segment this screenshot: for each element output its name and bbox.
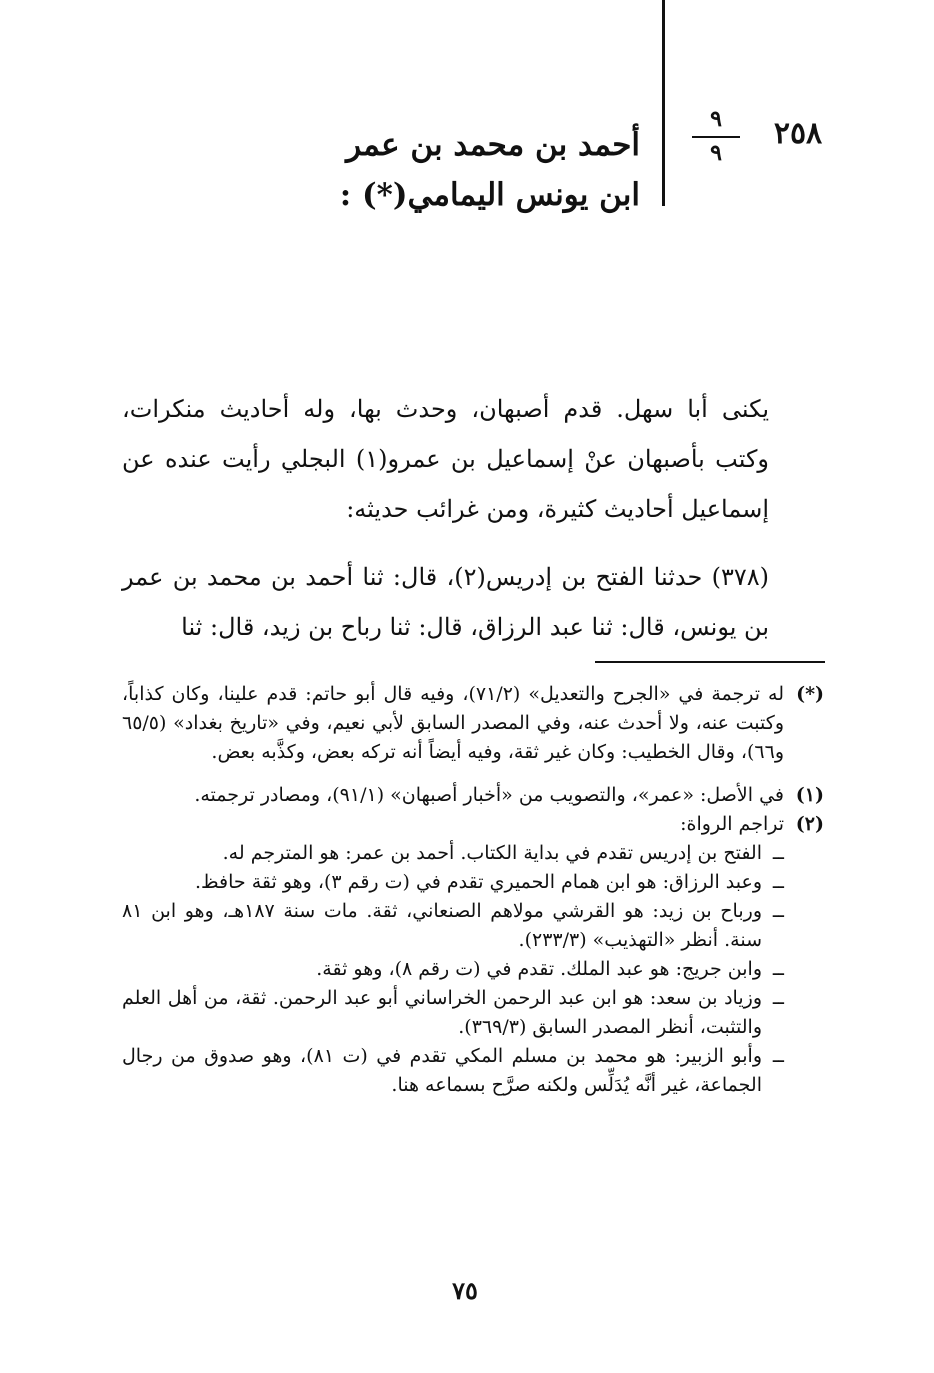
narrator-list <box>122 839 784 1100</box>
dash-marker: ــ <box>772 987 784 1009</box>
footnote-text: تراجم الرواة: <box>680 813 784 835</box>
entry-title <box>300 120 640 220</box>
fraction-top: ٩ <box>710 106 722 132</box>
footnote-mark: (١) <box>795 784 824 806</box>
entry-number: ٢٥٨ <box>773 116 823 151</box>
paragraph-biography: يكنى أبا سهل. قدم أصبهان، وحدث بها، وله أحاديث منكرات، وكتب بأصبهان عنْ إسماعيل بن عمرو(١) البجلي رأيت عنده عن إسماعيل أحاديث كثيرة، ومن غرائب حديثه: <box>122 395 770 523</box>
volume-fraction <box>692 108 740 164</box>
list-item <box>122 955 784 984</box>
narrator-text: وزياد بن سعد: هو ابن عبد الرحمن الخراساني أبو عبد الرحمن. ثقة، من أهل العلم والتثبت، أنظر المصدر السابق (٣٦٩/٣). <box>122 987 762 1038</box>
title-line-1: أحمد بن محمد بن عمر <box>346 127 640 163</box>
narrator-text: وعبد الرزاق: هو ابن همام الحميري تقدم في (ت رقم ٣)، وهو ثقة حافظ. <box>194 871 762 893</box>
list-item <box>122 897 784 955</box>
fraction-bottom: ٩ <box>710 140 722 166</box>
list-item <box>122 1042 784 1100</box>
fraction-bar <box>692 136 740 138</box>
dash-marker: ــ <box>772 871 784 893</box>
list-item <box>122 984 784 1042</box>
dash-marker: ــ <box>772 842 784 864</box>
footnote-1 <box>122 781 824 810</box>
footnote-mark: (٢) <box>795 813 824 835</box>
title-line-2: ابن يونس اليمامي(*) : <box>339 177 640 213</box>
narrator-text: وابن جريج: هو عبد الملك. تقدم في (ت رقم ٨)، وهو ثقة. <box>316 958 762 980</box>
list-item <box>122 839 784 868</box>
dash-marker: ــ <box>772 1045 784 1067</box>
footnotes <box>122 680 824 1100</box>
header-divider-line <box>662 0 665 206</box>
footnote-separator <box>595 661 825 663</box>
footnote-text: له ترجمة في «الجرح والتعديل» (٧١/٢)، وفيه قال أبو حاتم: قدم علينا، وكان كذاباً، وكتبت عنه، ولا أحدث عنه، وفي المصدر السابق لأبي نعيم، وفي «تاريخ بغداد» (٦٥/٥ و٦٦)، وقال الخطيب: وكان غير ثقة، وفيه أيضاً أنه تركه بعض، وكذَّبه بعض. <box>122 683 784 763</box>
footnote-text: في الأصل: «عمر»، والتصويب من «أخبار أصبهان» (٩١/١)، ومصادر ترجمته. <box>194 784 784 806</box>
narrator-text: وأبو الزبير: هو محمد بن مسلم المكي تقدم في (ت ٨١)، وهو صدوق من رجال الجماعة، غير أنَّه يُدَلِّس ولكنه صرَّح بسماعه هنا. <box>122 1045 762 1096</box>
narrator-text: ورباح بن زيد: هو القرشي مولاهم الصنعاني، ثقة. مات سنة ١٨٧هـ، وهو ابن ٨١ سنة. أنظر «التهذيب» (٢٣٣/٣). <box>122 900 762 951</box>
dash-marker: ــ <box>772 958 784 980</box>
footnote-2 <box>122 810 824 839</box>
footnote-mark: (*) <box>796 683 824 705</box>
paragraph-hadith: (٣٧٨) حدثنا الفتح بن إدريس(٢)، قال: ثنا أحمد بن محمد بن عمر بن يونس، قال: ثنا عبد الرزاق، قال: ثنا رباح بن زيد، قال: ثنا <box>122 563 770 641</box>
footnote-star <box>122 680 824 767</box>
list-item <box>122 868 784 897</box>
main-text <box>122 384 824 652</box>
dash-marker: ــ <box>772 900 784 922</box>
narrator-text: الفتح بن إدريس تقدم في بداية الكتاب. أحمد بن عمر: هو المترجم له. <box>222 842 762 864</box>
page-number: ٧٥ <box>452 1276 478 1305</box>
